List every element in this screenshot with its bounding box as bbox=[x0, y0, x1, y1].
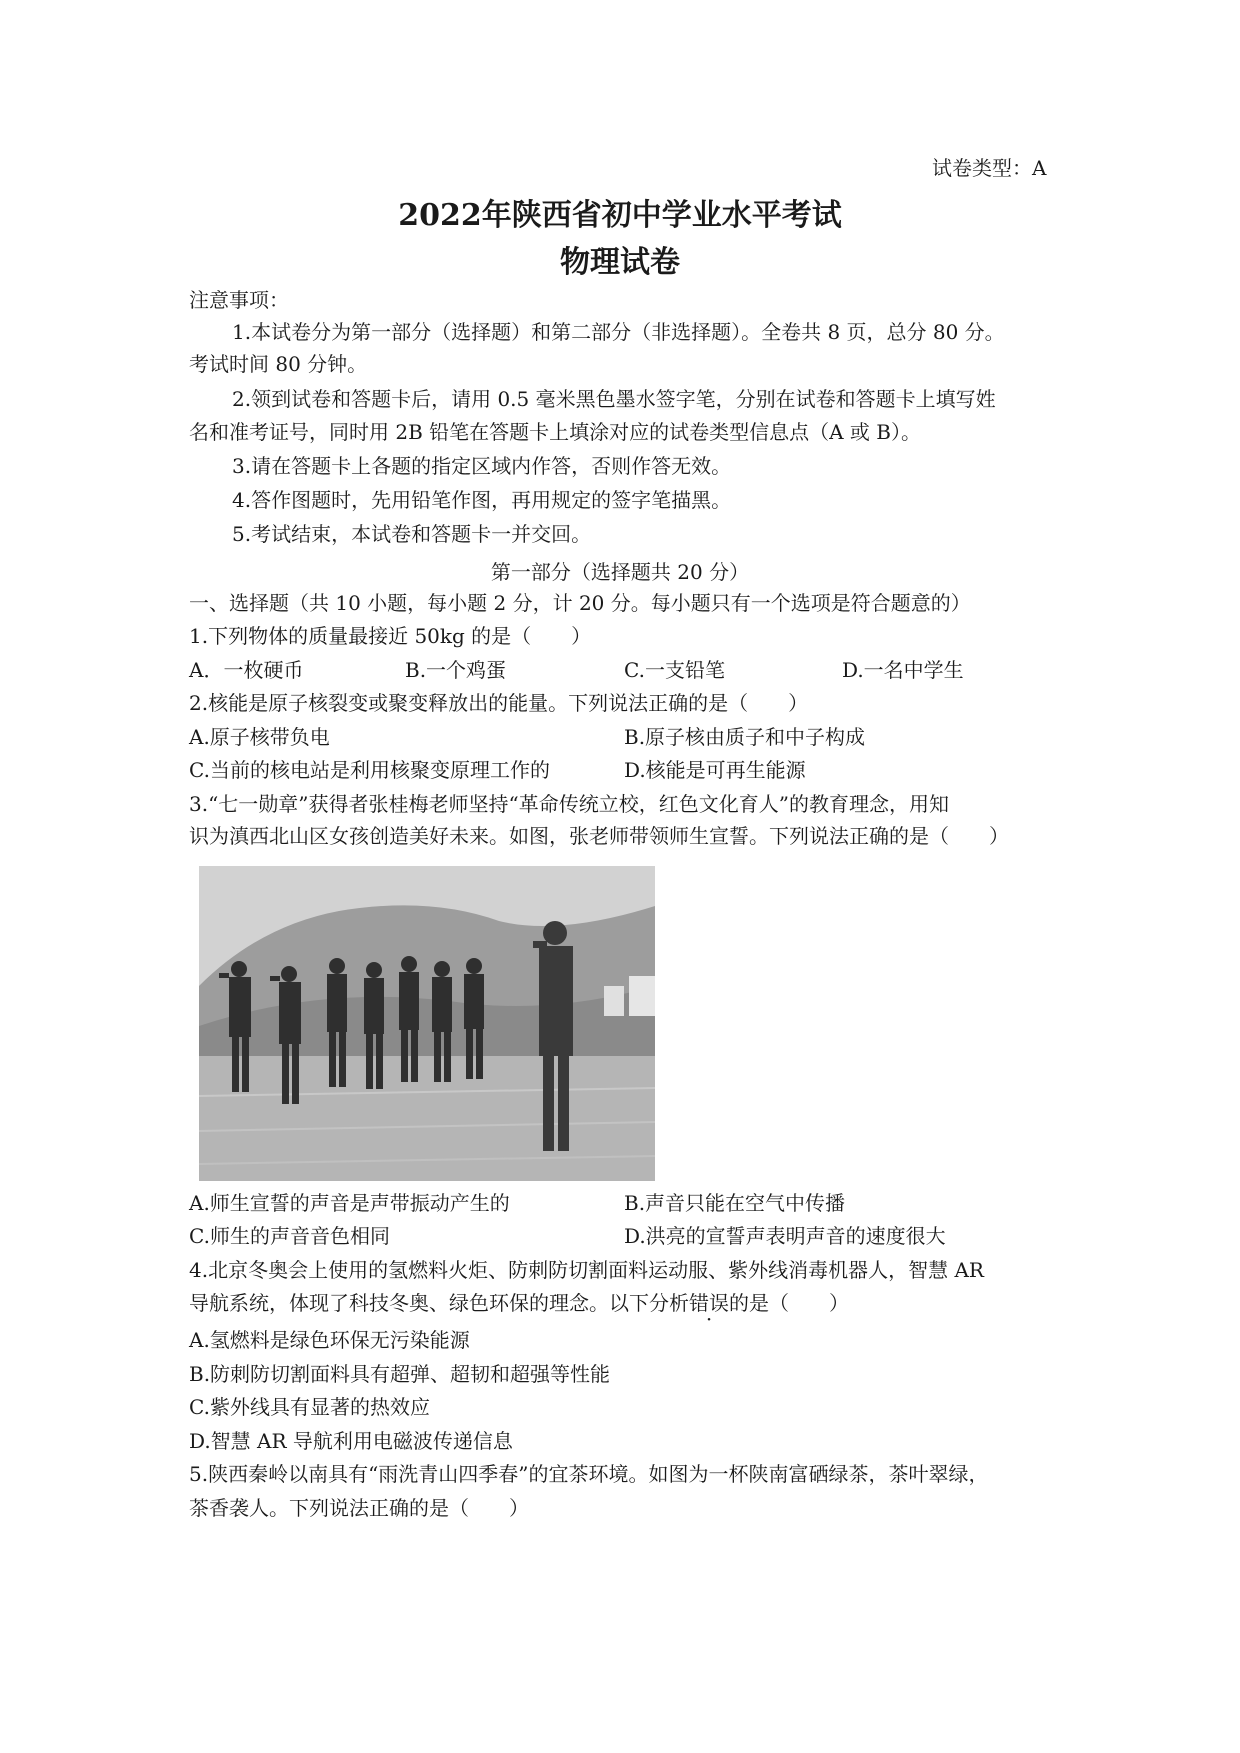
question-3-option-b: B.声音只能在空气中传播 bbox=[624, 1191, 846, 1215]
question-4-option-b: B.防刺防切割面料具有超弹、超韧和超强等性能 bbox=[189, 1362, 611, 1386]
question-4-option-d: D.智慧 AR 导航利用电磁波传递信息 bbox=[189, 1429, 513, 1453]
oath-ceremony-photo bbox=[199, 866, 655, 1181]
question-4-stem-prefix: 导航系统，体现了科技冬奥、绿色环保的理念。以下分析 bbox=[189, 1291, 689, 1315]
notice-item-3: 3.请在答题卡上各题的指定区域内作答，否则作答无效。 bbox=[232, 454, 732, 478]
oath-ceremony-illustration bbox=[199, 866, 655, 1181]
question-3-option-c: C.师生的声音音色相同 bbox=[189, 1224, 390, 1248]
question-1-option-d: D.一名中学生 bbox=[842, 658, 964, 682]
question-1-option-b: B.一个鸡蛋 bbox=[405, 658, 507, 682]
question-3-stem-line-1: 3.“七一勋章”获得者张桂梅老师坚持“革命传统立校，红色文化育人”的教育理念，用知 bbox=[189, 792, 949, 816]
question-1-option-c: C.一支铅笔 bbox=[624, 658, 725, 682]
section-1-instruction: 一、选择题（共 10 小题，每小题 2 分，计 20 分。每小题只有一个选项是符合题意的） bbox=[189, 591, 971, 615]
question-4-stem-suffix: 的是（ ） bbox=[729, 1291, 849, 1315]
notice-item-2-line-2: 名和准考证号，同时用 2B 铅笔在答题卡上填涂对应的试卷类型信息点（A 或 B）。 bbox=[189, 420, 921, 444]
question-4-stem-line-2 bbox=[189, 1289, 849, 1317]
question-4-emphasis-word: 错误 bbox=[689, 1291, 729, 1315]
exam-subtitle: 物理试卷 bbox=[560, 245, 680, 280]
question-2-option-c: C.当前的核电站是利用核聚变原理工作的 bbox=[189, 758, 550, 782]
notice-heading: 注意事项： bbox=[189, 288, 289, 312]
paper-type-label: 试卷类型：A bbox=[932, 156, 1047, 180]
question-4-option-c: C.紫外线具有显著的热效应 bbox=[189, 1395, 430, 1419]
question-1-stem: 1.下列物体的质量最接近 50kg 的是（ ） bbox=[189, 624, 592, 648]
question-2-option-b: B.原子核由质子和中子构成 bbox=[624, 725, 866, 749]
question-5-stem-line-1: 5.陕西秦岭以南具有“雨洗青山四季春”的宜茶环境。如图为一杯陕南富硒绿茶，茶叶翠绿， bbox=[189, 1462, 989, 1486]
part-1-title: 第一部分（选择题共 20 分） bbox=[490, 560, 750, 584]
question-4-option-a: A.氢燃料是绿色环保无污染能源 bbox=[189, 1328, 470, 1352]
exam-title: 2022年陕西省初中学业水平考试 bbox=[398, 198, 842, 233]
question-1-option-a: A．一枚硬币 bbox=[189, 658, 304, 682]
question-3-option-a: A.师生宣誓的声音是声带振动产生的 bbox=[189, 1191, 510, 1215]
notice-item-2-line-1: 2.领到试卷和答题卡后，请用 0.5 毫米黑色墨水签字笔，分别在试卷和答题卡上填写姓 bbox=[232, 387, 996, 411]
notice-item-4: 4.答作图题时，先用铅笔作图，再用规定的签字笔描黑。 bbox=[232, 488, 732, 512]
question-2-option-d: D.核能是可再生能源 bbox=[624, 758, 806, 782]
question-3-stem-line-2: 识为滇西北山区女孩创造美好未来。如图，张老师带领师生宣誓。下列说法正确的是（ ） bbox=[189, 824, 1009, 848]
notice-item-1-line-1: 1.本试卷分为第一部分（选择题）和第二部分（非选择题）。全卷共 8 页，总分 80 分。 bbox=[232, 320, 1005, 344]
question-3-option-d: D.洪亮的宣誓声表明声音的速度很大 bbox=[624, 1224, 946, 1248]
question-5-stem-line-2: 茶香袭人。下列说法正确的是（ ） bbox=[189, 1496, 529, 1520]
question-2-option-a: A.原子核带负电 bbox=[189, 725, 330, 749]
notice-item-1-line-2: 考试时间 80 分钟。 bbox=[189, 352, 368, 376]
notice-item-5: 5.考试结束，本试卷和答题卡一并交回。 bbox=[232, 522, 592, 546]
question-4-stem-line-1: 4.北京冬奥会上使用的氢燃料火炬、防刺防切割面料运动服、紫外线消毒机器人，智慧 AR bbox=[189, 1258, 984, 1282]
question-2-stem: 2.核能是原子核裂变或聚变释放出的能量。下列说法正确的是（ ） bbox=[189, 691, 809, 715]
